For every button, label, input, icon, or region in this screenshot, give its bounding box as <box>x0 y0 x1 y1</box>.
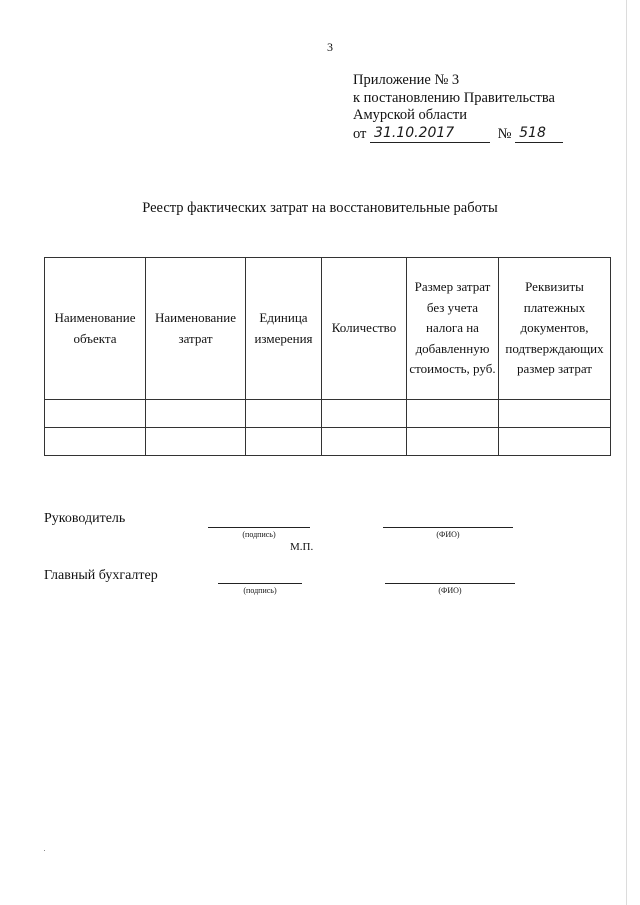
appendix-block <box>353 72 563 143</box>
handwritten-number: 518 <box>515 125 563 144</box>
appendix-title: Приложение № 3 <box>353 72 460 88</box>
document-title: Реестр фактических затрат на восстановительные работы <box>142 200 498 216</box>
table-cell <box>322 400 407 428</box>
table-cell <box>407 428 499 456</box>
appendix-region: Амурской области <box>353 107 467 123</box>
seal-label: М.П. <box>290 541 314 553</box>
appendix-resolution: к постановлению Правительства <box>353 89 555 106</box>
head-signature-caption: (подпись) <box>242 530 276 539</box>
col-quantity: Количество <box>322 258 407 400</box>
col-cost-name: Наименование затрат <box>146 258 246 400</box>
cost-registry-table <box>44 257 611 456</box>
table-cell <box>246 400 322 428</box>
page-number: 3 <box>327 40 333 54</box>
head-name-line <box>383 527 513 528</box>
table-cell <box>407 400 499 428</box>
accountant-signature-line <box>218 583 302 584</box>
col-unit: Единица измерения <box>246 258 322 400</box>
table-cell <box>499 400 611 428</box>
table-row <box>45 400 611 428</box>
table-cell <box>499 428 611 456</box>
head-signature-line <box>208 527 310 528</box>
accountant-name-caption: (ФИО) <box>438 586 462 595</box>
scan-edge <box>626 0 627 905</box>
scan-speck <box>44 850 45 851</box>
col-payment-docs: Реквизиты платежных документов, подтверждающих размер затрат <box>499 258 611 400</box>
head-name-caption: (ФИО) <box>436 530 460 539</box>
from-label: от <box>353 125 367 142</box>
table-cell <box>146 428 246 456</box>
appendix-date-number <box>353 125 563 144</box>
head-label: Руководитель <box>44 511 126 526</box>
table-cell <box>45 400 146 428</box>
number-label: № <box>497 125 512 142</box>
table-cell <box>322 428 407 456</box>
table-cell <box>146 400 246 428</box>
accountant-signature-caption: (подпись) <box>243 586 277 595</box>
accountant-name-line <box>385 583 515 584</box>
table-cell <box>246 428 322 456</box>
table-row <box>45 428 611 456</box>
col-cost-amount: Размер затрат без учета налога на добавленную стоимость, руб. <box>407 258 499 400</box>
handwritten-date: 31.10.2017 <box>370 125 490 144</box>
table-header-row <box>45 258 611 400</box>
table-cell <box>45 428 146 456</box>
col-object-name: Наименование объекта <box>45 258 146 400</box>
accountant-label: Главный бухгалтер <box>44 568 158 583</box>
